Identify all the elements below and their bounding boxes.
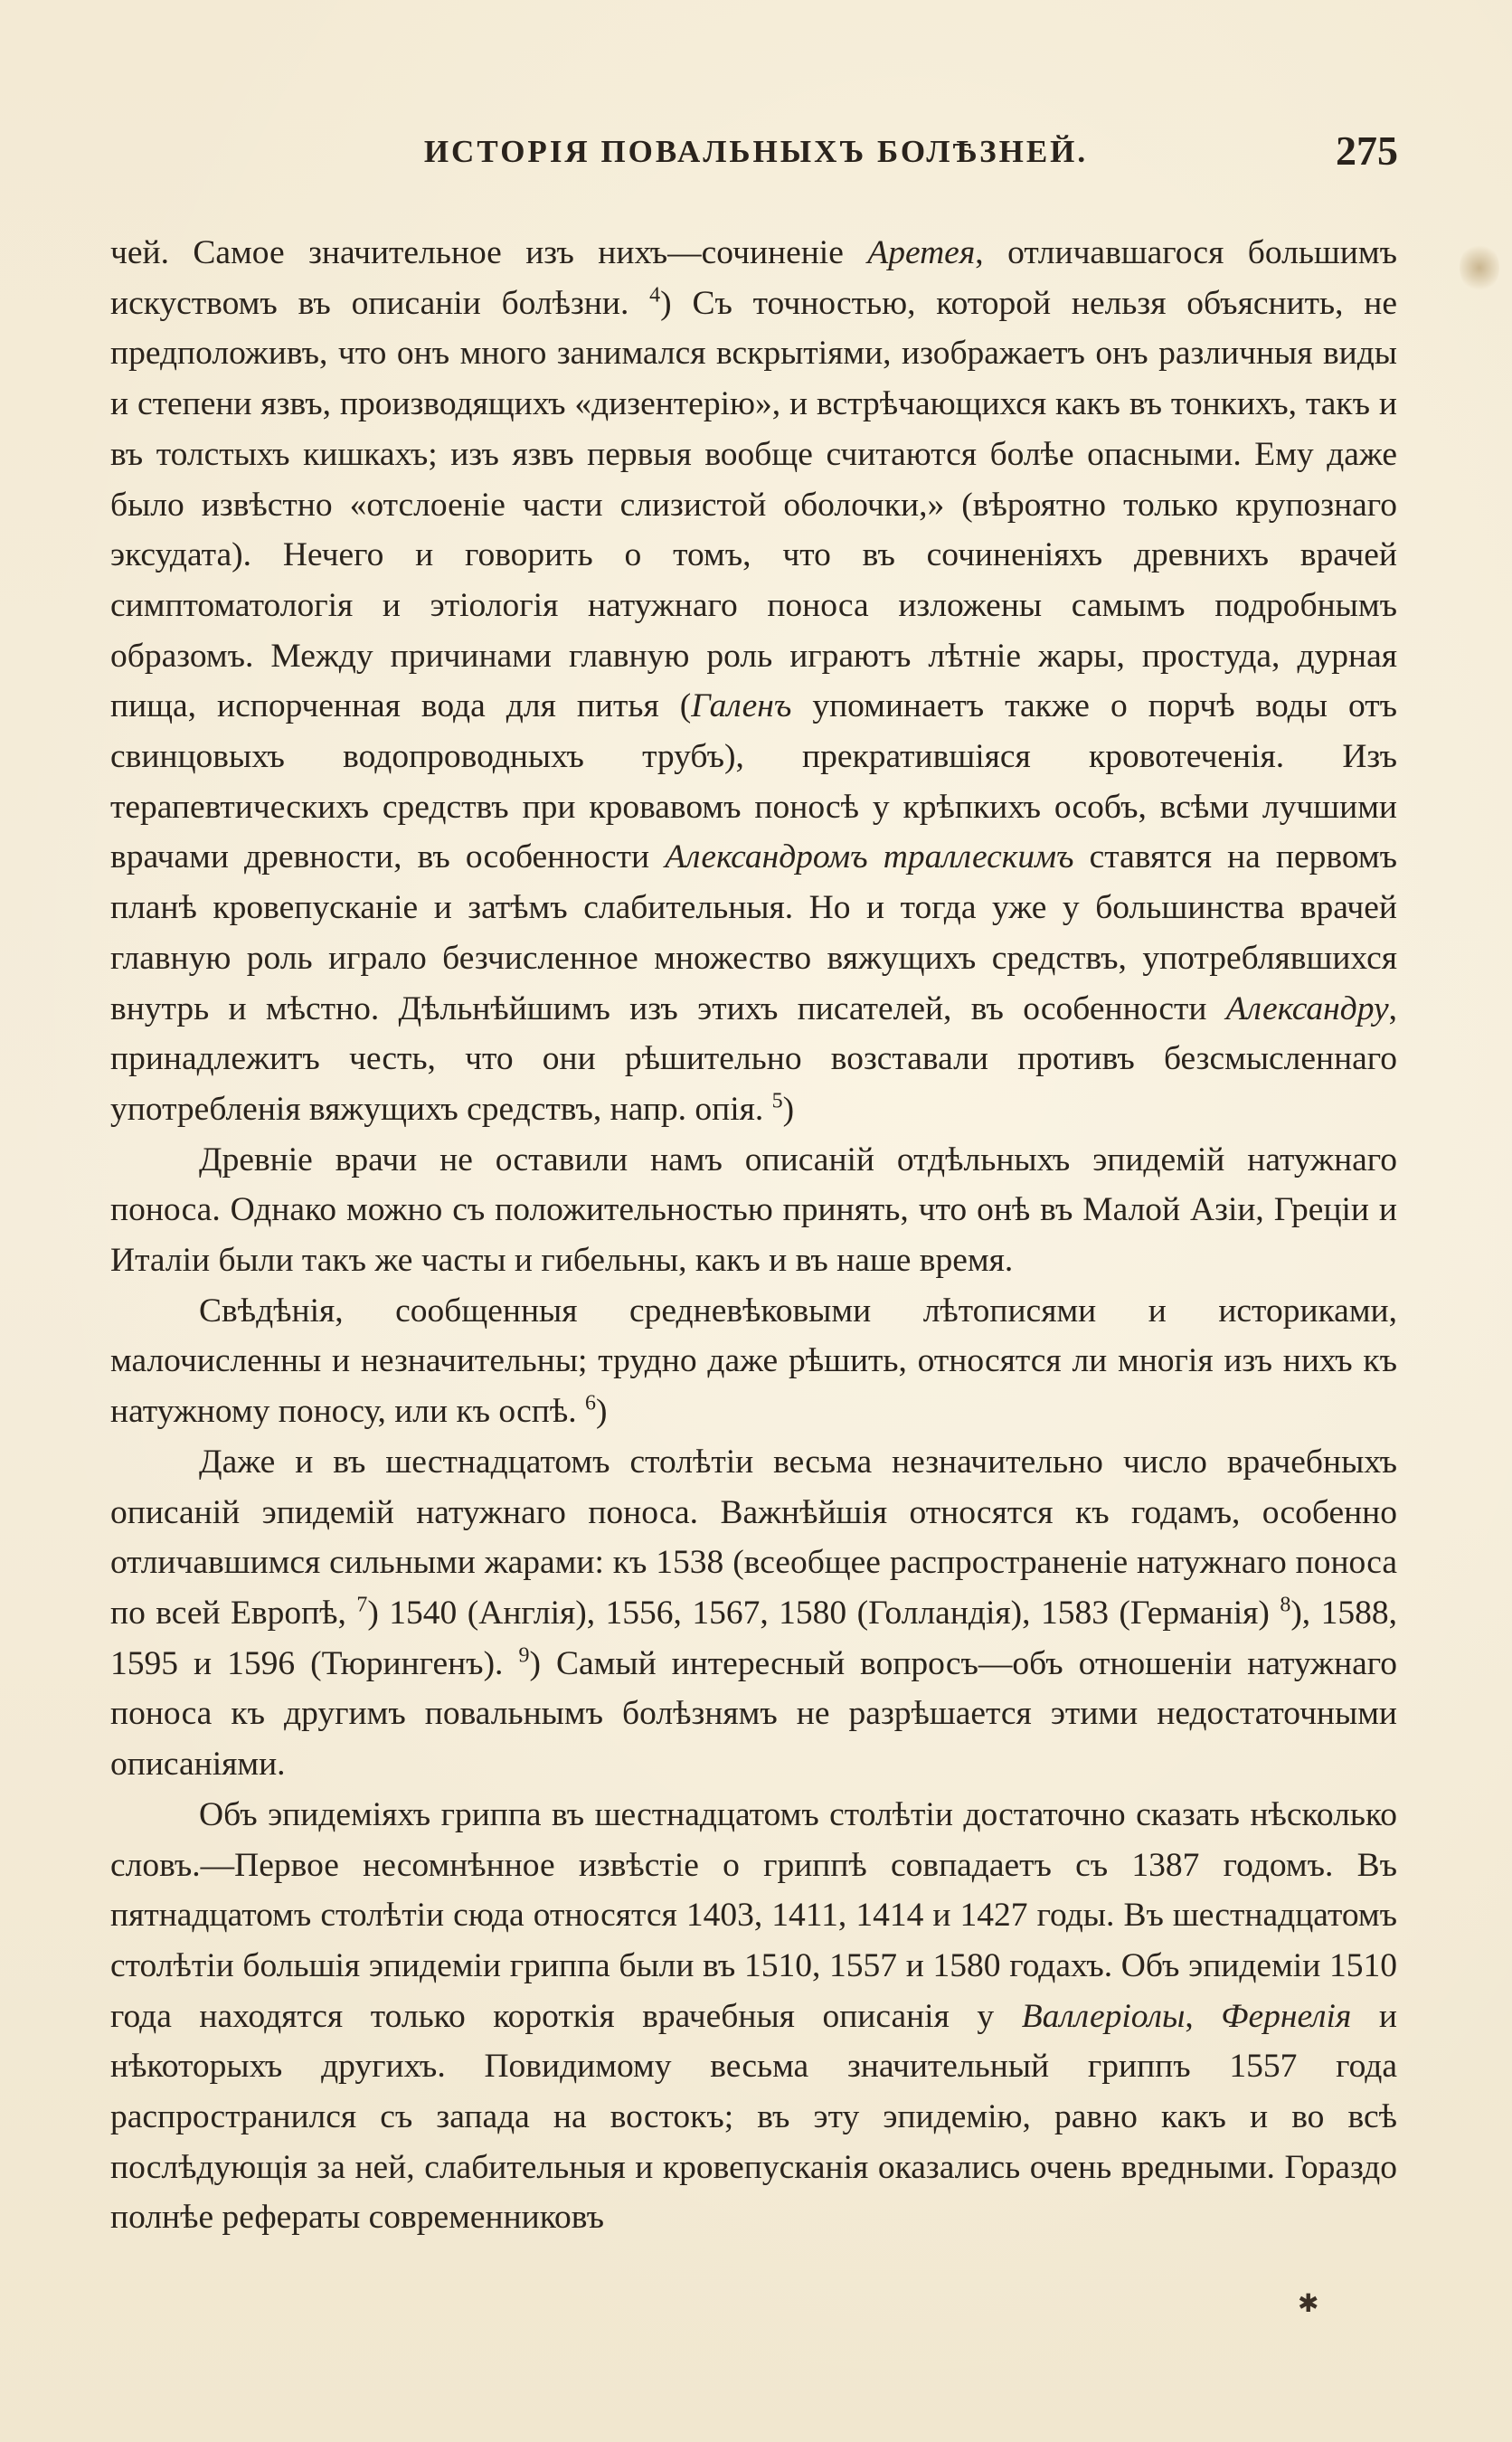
- footnote-ref: 5: [771, 1089, 783, 1113]
- text-run: ) Съ точностью, которой нельзя объяснить, не предположивъ, что онъ много занимался вскрытіями, изображаетъ онъ различныя виды и степени язвъ, производящихъ «дизентерію», и встрѣчающихся какъ въ тонкихъ, такъ и въ толстыхъ кишкахъ; изъ язвъ первыя вообще считаются болѣе опасными. Ему даже было извѣстно «отслоеніе части слизистой оболочки,» (вѣроятно только крупознаго эксудата). Нечего и говорить о томъ, что въ сочиненіяхъ древнихъ врачей симптоматологія и этіологія натужнаго поноса изложены самымъ подробнымъ образомъ. Между причинами главную роль играютъ лѣтніе жары, простуда, дурная пища, испорченная вода для питья (: [110, 284, 1397, 725]
- text-run: ) Самый интересный вопросъ—объ отношеніи натужнаго поноса къ другимъ повальнымъ болѣзнямъ не разрѣшается этими недостаточными описаніями.: [110, 1644, 1397, 1784]
- footnote-ref: 9: [518, 1643, 530, 1668]
- footnote-ref: 8: [1280, 1593, 1291, 1617]
- italic-name: Фернелія: [1221, 1997, 1352, 2035]
- paragraph: [110, 1286, 1397, 1437]
- footnote-ref: 4: [649, 283, 661, 308]
- text-run: ставятся на первомъ планѣ кровепусканіе и затѣмъ слабительныя. Но и тогда уже у большинства врачей главную роль играло безчисленное множество вяжущихъ средствъ, употреблявшихся внутрь и мѣстно. Дѣльнѣйшимъ изъ этихъ писателей, въ особенности: [110, 838, 1397, 1027]
- text-run: Даже и въ шестнадцатомъ столѣтіи весьма незначительно число врачебныхъ описаній эпидемій натужнаго поноса. Важнѣйшія относятся къ годамъ, особенно отличавшимся сильными жарами: къ 1538 (всеобщее распространеніе натужнаго поноса по всей Европѣ,: [110, 1443, 1397, 1632]
- italic-name: Аретея: [867, 234, 976, 271]
- text-run: ) 1540 (Англія), 1556, 1567, 1580 (Голландія), 1583 (Германія): [367, 1594, 1280, 1632]
- paragraph: [110, 1437, 1397, 1790]
- paragraph: [110, 1135, 1397, 1286]
- print-speck-mark: ✱: [1298, 2290, 1319, 2318]
- footnote-ref: 6: [584, 1391, 596, 1415]
- paper-stain: [1460, 242, 1499, 293]
- page-number: 275: [1336, 128, 1398, 174]
- running-head: [114, 128, 1398, 188]
- italic-name: Галенъ: [691, 687, 792, 725]
- italic-name: Александру: [1225, 989, 1389, 1027]
- italic-name: Валлеріолы: [1021, 1997, 1186, 2035]
- paragraph: [110, 228, 1397, 1135]
- text-run: Древніе врачи не оставили намъ описаній отдѣльныхъ эпидемій натужнаго поноса. Однако можно съ положительностью принять, что онѣ въ Малой Азіи, Греціи и Италіи были такъ же часты и гибельны, какъ и въ наше время.: [110, 1141, 1397, 1280]
- body-text: [110, 228, 1397, 2243]
- text-run: ,: [1185, 1997, 1222, 2035]
- text-run: ), 1588, 1595 и 1596 (Тюрингенъ).: [110, 1594, 1397, 1682]
- footnote-ref: 7: [356, 1593, 368, 1617]
- text-run: , принадлежитъ честь, что они рѣшительно возставали противъ безсмысленнаго употребленія вяжущихъ средствъ, напр. опія.: [110, 989, 1397, 1128]
- text-run: Свѣдѣнія, сообщенныя средневѣковыми лѣтописями и историками, малочисленны и незначительны; трудно даже рѣшить, относятся ли многія изъ нихъ къ натужному поносу, или къ оспѣ.: [110, 1292, 1397, 1431]
- paragraph: [110, 1790, 1397, 2243]
- text-run: и нѣкоторыхъ другихъ. Повидимому весьма значительный гриппъ 1557 года распространился съ запада на востокъ; въ эту эпидемію, равно какъ и во всѣ послѣдующія за ней, слабительныя и кровепусканія оказались очень вредными. Гораздо полнѣе рефераты современниковъ: [110, 1997, 1397, 2237]
- running-title: ИСТОРІЯ ПОВАЛЬНЫХЪ БОЛѢЗНЕЙ.: [423, 134, 1089, 169]
- text-run: чей. Самое значительное изъ нихъ—сочиненіе: [110, 234, 868, 271]
- italic-name: Александромъ траллескимъ: [665, 838, 1074, 876]
- text-run: ): [782, 1090, 795, 1128]
- text-run: упоминаетъ также о порчѣ воды отъ свинцовыхъ водопроводныхъ трубъ), прекратившіяся кровотеченія. Изъ терапевтическихъ средствъ при кровавомъ поносѣ у крѣпкихъ особъ, всѣми лучшими врачами древности, въ особенности: [110, 687, 1397, 876]
- text-run: , отличавшагося большимъ искуствомъ въ описаніи болѣзни.: [110, 234, 1397, 322]
- text-run: Объ эпидеміяхъ гриппа въ шестнадцатомъ столѣтіи достаточно сказать нѣсколько словъ.—Первое несомнѣнное извѣстіе о гриппѣ совпадаетъ съ 1387 годомъ. Въ пятнадцатомъ столѣтіи сюда относятся 1403, 1411, 1414 и 1427 годы. Въ шестнадцатомъ столѣтіи большія эпидеміи гриппа были въ 1510, 1557 и 1580 годахъ. Объ эпидеміи 1510 года находятся только короткія врачебныя описанія у: [110, 1795, 1397, 2035]
- text-run: ): [595, 1393, 608, 1431]
